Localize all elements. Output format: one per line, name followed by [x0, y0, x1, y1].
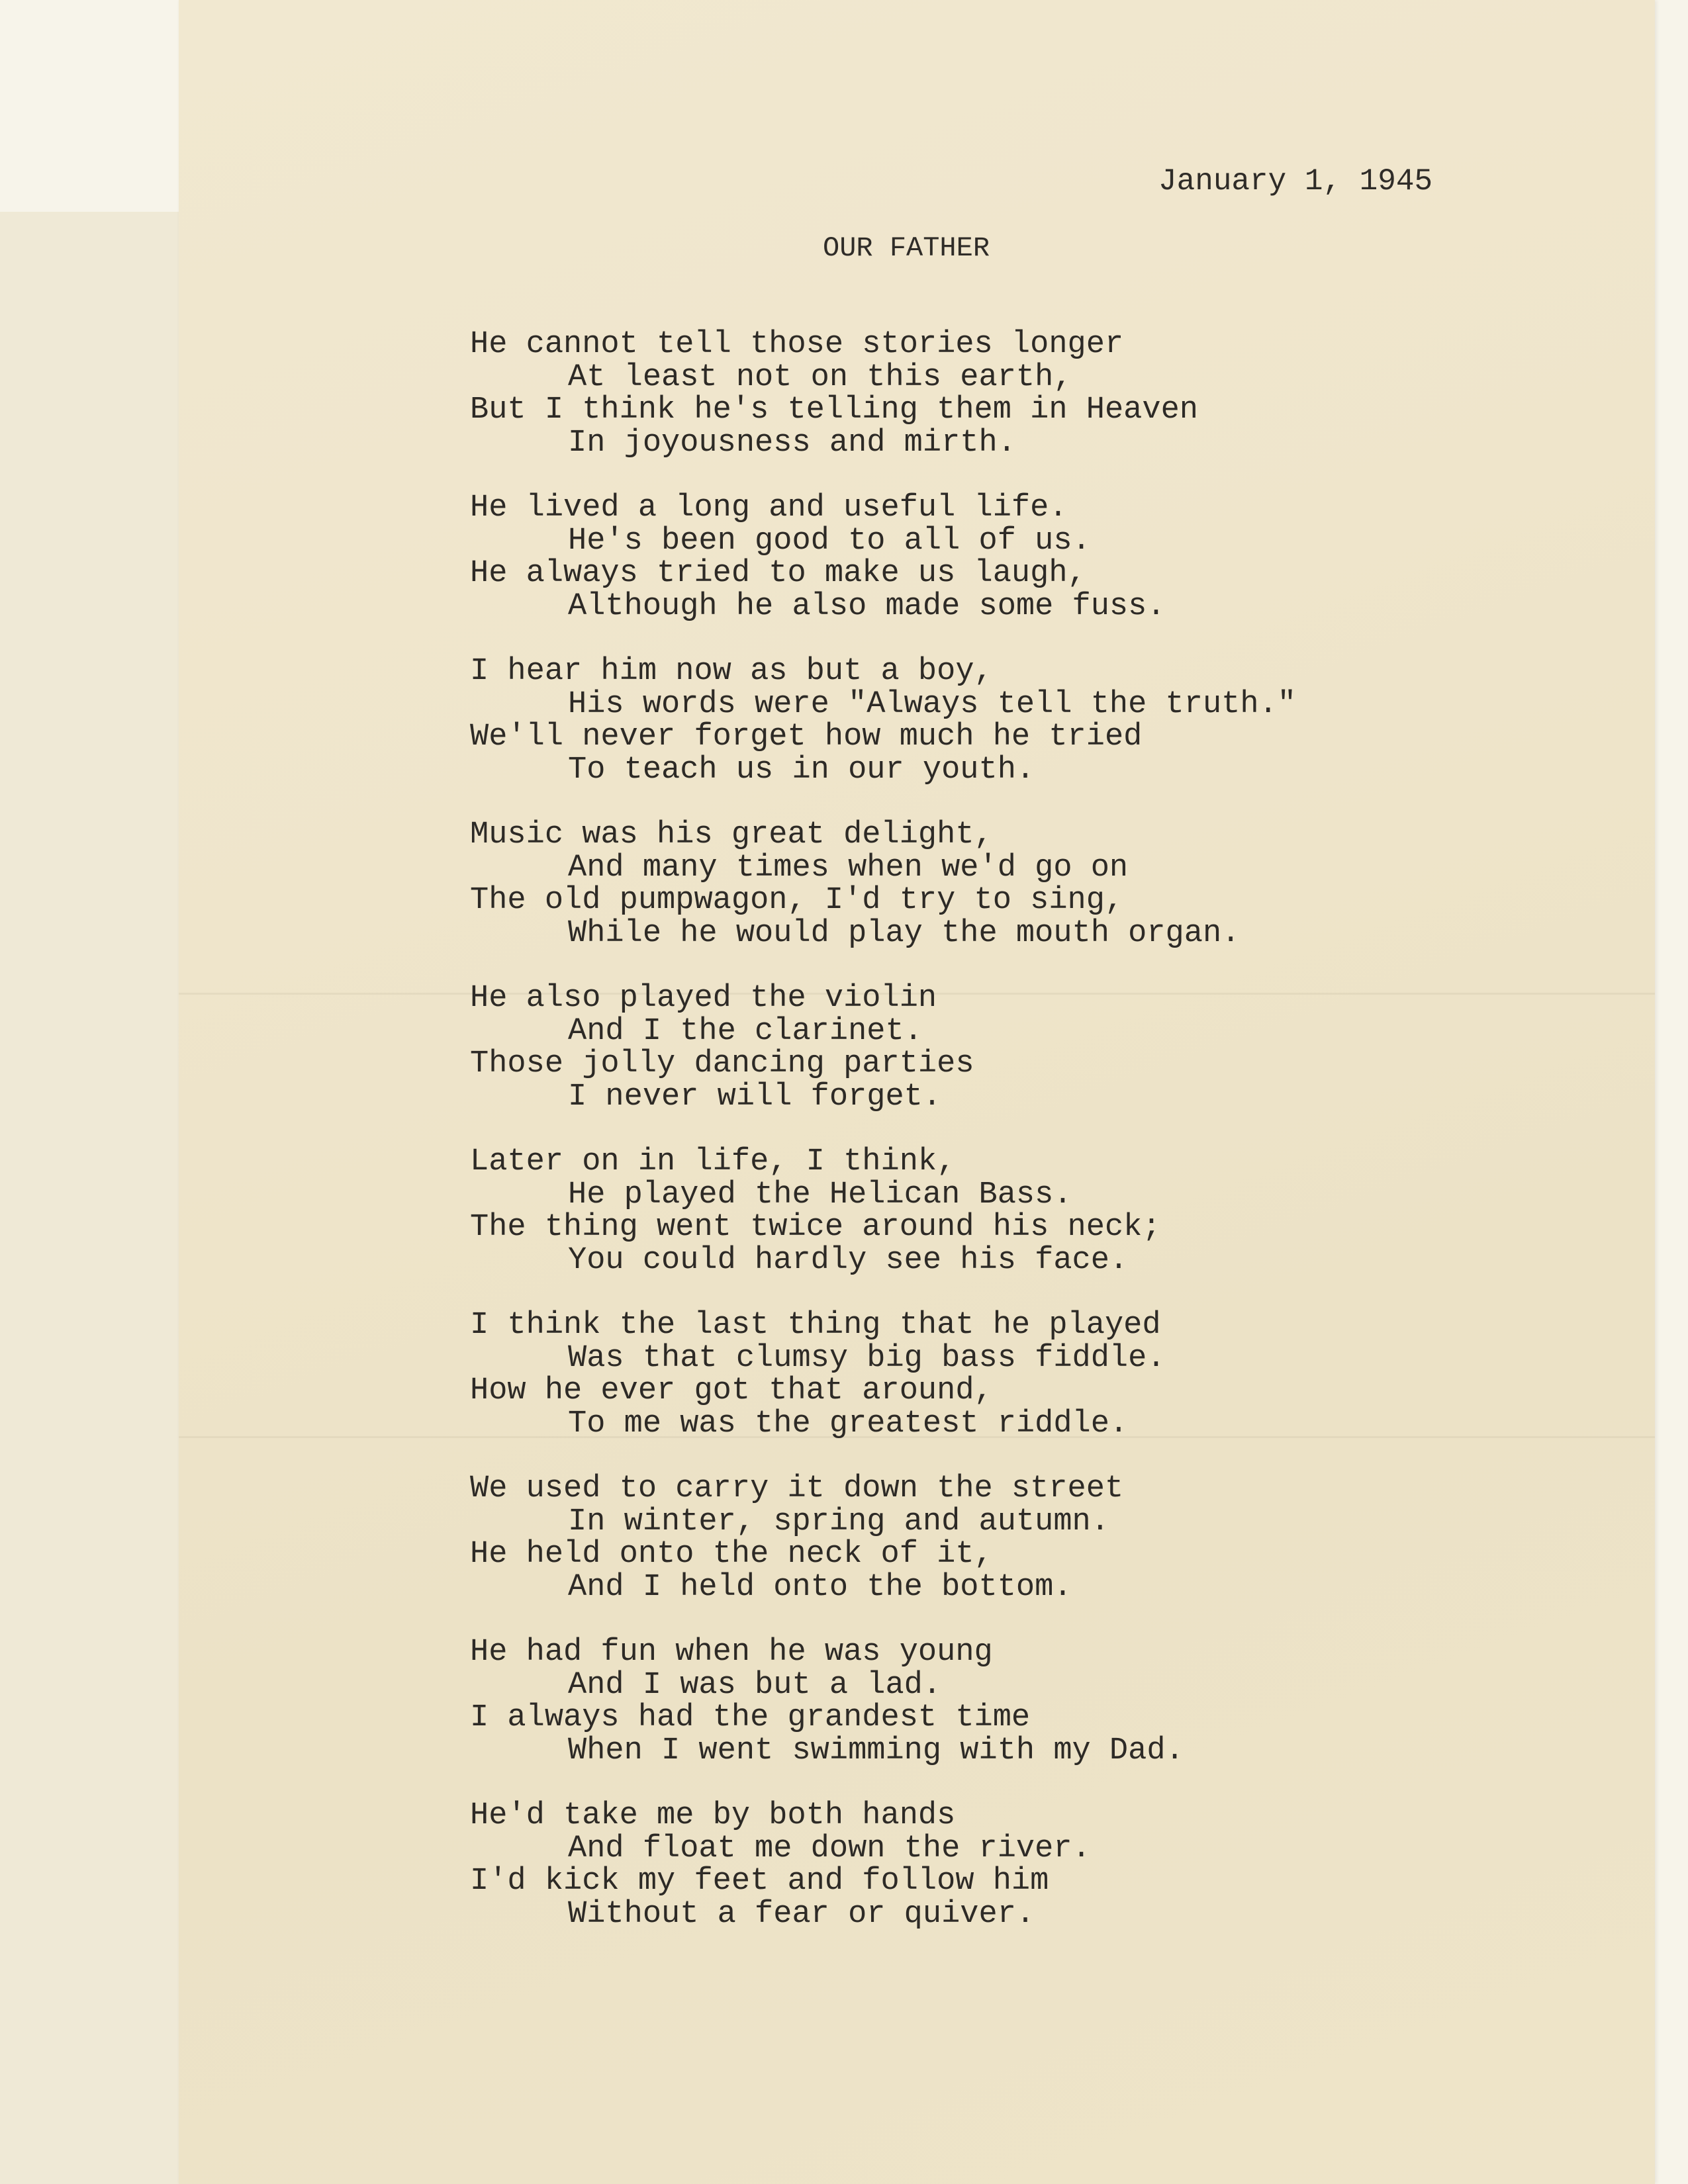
verse-line: How he ever got that around,: [470, 1373, 993, 1408]
verse-line: And float me down the river.: [568, 1831, 1091, 1866]
verse-line: And many times when we'd go on: [568, 850, 1129, 886]
verse-line: And I held onto the bottom.: [568, 1569, 1072, 1605]
verse-line: We used to carry it down the street: [470, 1471, 1124, 1506]
verse-line: In winter, spring and autumn.: [568, 1504, 1109, 1539]
verse-line: He lived a long and useful life.: [470, 490, 1068, 525]
stanza: [470, 982, 1489, 1113]
verse-line: To teach us in our youth.: [568, 752, 1035, 788]
verse-line: He cannot tell those stories longer: [470, 327, 1124, 362]
verse-line: He held onto the neck of it,: [470, 1537, 993, 1572]
poem-title: OUR FATHER: [823, 232, 990, 264]
verse-line: I hear him now as but a boy,: [470, 654, 993, 689]
verse-line: He'd take me by both hands: [470, 1798, 956, 1833]
verse-line: And I the clarinet.: [568, 1013, 923, 1049]
stanza: [470, 819, 1489, 950]
verse-line: He had fun when he was young: [470, 1635, 993, 1670]
verse-line: I never will forget.: [568, 1079, 942, 1115]
stanza: [470, 1309, 1489, 1440]
poem-body: [470, 328, 1489, 1963]
verse-line: His words were "Always tell the truth.": [568, 686, 1296, 722]
stanza: [470, 1473, 1489, 1604]
verse-line: But I think he's telling them in Heaven: [470, 392, 1198, 428]
verse-line: Later on in life, I think,: [470, 1144, 956, 1179]
verse-line: You could hardly see his face.: [568, 1242, 1129, 1278]
verse-line: He's been good to all of us.: [568, 523, 1091, 559]
verse-line: He played the Helican Bass.: [568, 1177, 1072, 1212]
stanza: [470, 1799, 1489, 1931]
verse-line: He also played the violin: [470, 981, 937, 1016]
verse-line: When I went swimming with my Dad.: [568, 1733, 1184, 1768]
document-date: January 1, 1945: [1158, 164, 1433, 199]
stanza: [470, 1636, 1489, 1767]
verse-line: Those jolly dancing parties: [470, 1046, 974, 1081]
stanza: [470, 655, 1489, 786]
verse-line: Music was his great delight,: [470, 817, 993, 852]
verse-line: Although he also made some fuss.: [568, 588, 1166, 624]
verse-line: Was that clumsy big bass fiddle.: [568, 1340, 1166, 1376]
verse-line: We'll never forget how much he tried: [470, 719, 1143, 754]
verse-line: And I was but a lad.: [568, 1667, 942, 1703]
verse-line: At least not on this earth,: [568, 359, 1072, 395]
verse-line: I think the last thing that he played: [470, 1308, 1161, 1343]
verse-line: Without a fear or quiver.: [568, 1896, 1035, 1932]
verse-line: In joyousness and mirth.: [568, 425, 1016, 461]
stanza: [470, 492, 1489, 623]
verse-line: The thing went twice around his neck;: [470, 1210, 1161, 1245]
stanza: [470, 328, 1489, 459]
verse-line: I'd kick my feet and follow him: [470, 1864, 1049, 1899]
verse-line: While he would play the mouth organ.: [568, 915, 1241, 951]
verse-line: I always had the grandest time: [470, 1700, 1031, 1735]
verse-line: The old pumpwagon, I'd try to sing,: [470, 883, 1124, 918]
stanza: [470, 1146, 1489, 1277]
verse-line: To me was the greatest riddle.: [568, 1406, 1129, 1441]
verse-line: He always tried to make us laugh,: [470, 556, 1086, 591]
